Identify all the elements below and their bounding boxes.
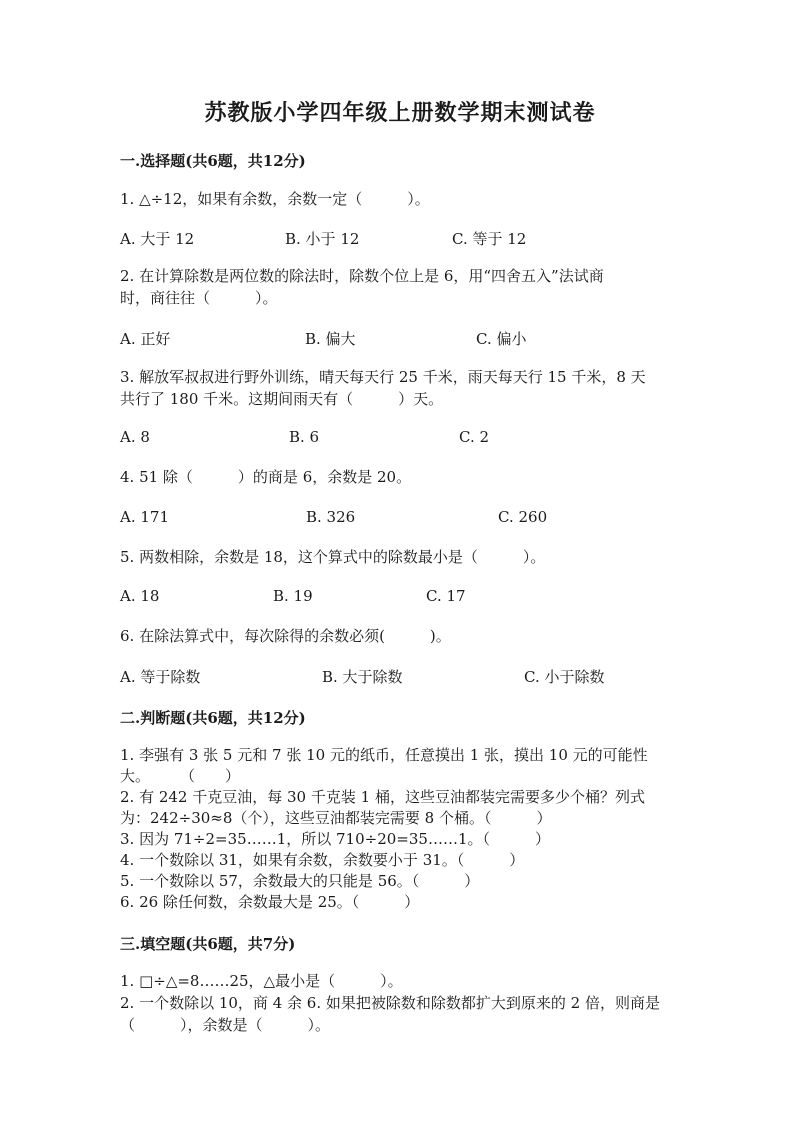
fill-line-2: 2. 一个数除以 10，商 4 余 6. 如果把被除数和除数都扩大到原来的 2 倍，则商是 <box>120 994 660 1012</box>
question-5-option-c: C. 17 <box>426 587 466 605</box>
fill-line-3: （ ），余数是（ ）。 <box>120 1016 331 1034</box>
question-3-text-line1: 3. 解放军叔叔进行野外训练，晴天每天行 25 千米，雨天每天行 15 千米，8 天 <box>120 368 646 386</box>
question-6-option-c: C. 小于除数 <box>524 668 605 686</box>
judge-line-8: 6. 26 除任何数，余数最大是 25。（ ） <box>120 893 420 911</box>
fill-line-1: 1. □÷△=8……25，△最小是（ ）。 <box>120 972 403 990</box>
judge-line-2: 大。 （ ） <box>120 767 241 785</box>
question-1-option-b: B. 小于 12 <box>285 230 360 248</box>
section-heading-fill-blank: 三.填空题(共6题，共7分) <box>120 935 296 953</box>
judge-line-4: 为：242÷30≈8（个），这些豆油都装完需要 8 个桶。（ ） <box>120 809 552 827</box>
question-2-text-line2: 时，商往往（ ）。 <box>120 289 278 307</box>
question-3-text-line2: 共行了 180 千米。这期间雨天有（ ）天。 <box>120 390 444 408</box>
question-4-option-b: B. 326 <box>306 508 356 526</box>
question-4-option-c: C. 260 <box>498 508 548 526</box>
question-5-option-a: A. 18 <box>120 587 160 605</box>
judge-line-7: 5. 一个数除以 57，余数最大的只能是 56。（ ） <box>120 872 480 890</box>
question-3-option-c: C. 2 <box>459 428 490 446</box>
question-5-text: 5. 两数相除，余数是 18，这个算式中的除数最小是（ ）。 <box>120 548 546 566</box>
judge-line-5: 3. 因为 71÷2=35……1，所以 710÷20=35……1。（ ） <box>120 830 550 848</box>
question-2-option-a: A. 正好 <box>120 330 171 348</box>
question-4-text: 4. 51 除（ ）的商是 6，余数是 20。 <box>120 468 412 486</box>
question-6-text: 6. 在除法算式中，每次除得的余数必须( )。 <box>120 627 451 645</box>
question-1-option-a: A. 大于 12 <box>120 230 195 248</box>
question-1-text: 1. △÷12，如果有余数，余数一定（ ）。 <box>120 190 430 208</box>
question-6-option-a: A. 等于除数 <box>120 668 201 686</box>
question-1-option-c: C. 等于 12 <box>452 230 527 248</box>
question-4-option-a: A. 171 <box>120 508 169 526</box>
question-2-text-line1: 2. 在计算除数是两位数的除法时，除数个位上是 6，用“四舍五入”法试商 <box>120 267 604 285</box>
section-heading-true-false: 二.判断题(共6题，共12分) <box>120 709 306 727</box>
question-2-option-c: C. 偏小 <box>476 330 527 348</box>
question-3-option-a: A. 8 <box>120 428 150 446</box>
question-5-option-b: B. 19 <box>273 587 313 605</box>
judge-line-6: 4. 一个数除以 31，如果有余数，余数要小于 31。（ ） <box>120 851 525 869</box>
question-6-option-b: B. 大于除数 <box>322 668 403 686</box>
question-2-option-b: B. 偏大 <box>305 330 356 348</box>
page-title: 苏教版小学四年级上册数学期末测试卷 <box>204 100 596 126</box>
question-3-option-b: B. 6 <box>289 428 320 446</box>
judge-line-3: 2. 有 242 千克豆油，每 30 千克装 1 桶，这些豆油都装完需要多少个桶？列式 <box>120 788 645 806</box>
judge-line-1: 1. 李强有 3 张 5 元和 7 张 10 元的纸币，任意摸出 1 张，摸出 10 元的可能性 <box>120 746 648 764</box>
section-heading-choice: 一.选择题(共6题，共12分) <box>120 152 306 170</box>
